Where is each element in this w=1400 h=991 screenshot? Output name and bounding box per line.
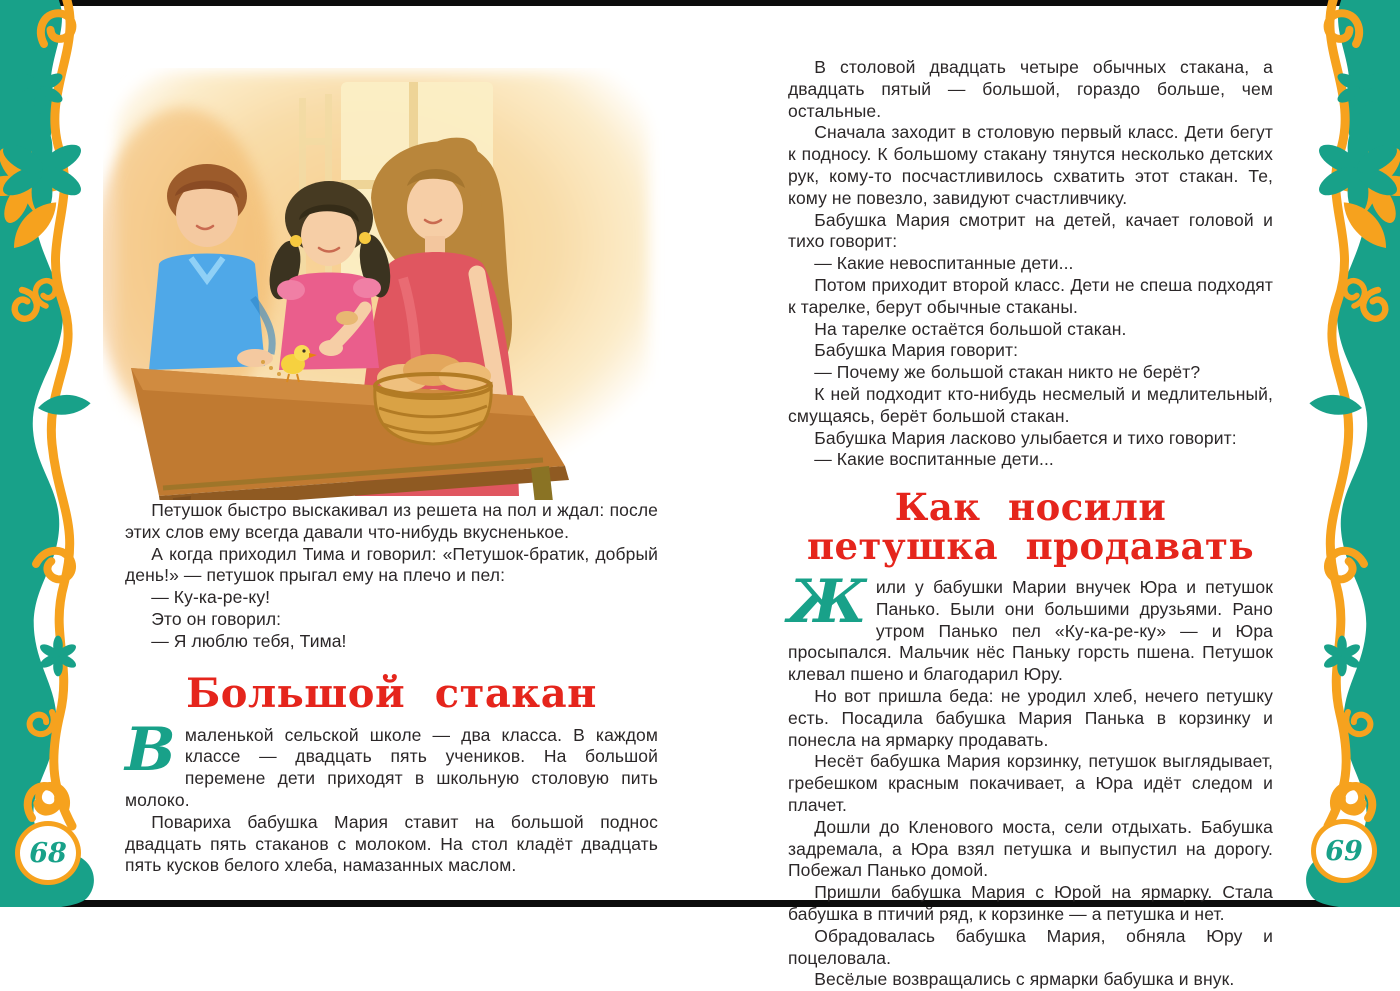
paragraph: Петушок быстро выскакивал из решета на пол и ждал: после этих слов ему всегда давали что-нибудь вкусненькое.: [125, 500, 658, 542]
story-text-block: [788, 686, 1273, 991]
story-text-block: [788, 57, 1273, 471]
paragraph: К ней подходит кто-нибудь несмелый и медлительный, смущаясь, берёт большой стакан.: [788, 383, 1273, 426]
story-title: [788, 485, 1273, 568]
paragraph: — Ку-ка-ре-ку!: [151, 587, 271, 608]
paragraph: Повариха бабушка Мария ставит на большой поднос двадцать пять стаканов с молоком. На стол кладёт двадцать пять кусков белого хлеба, намазанных маслом.: [125, 811, 658, 876]
left-decorative-border: [0, 0, 100, 907]
page-number-right: 69: [1325, 835, 1363, 867]
paragraph: Бабушка Мария ласково улыбается и тихо говорит:: [814, 427, 1237, 448]
paragraph: — Почему же большой стакан никто не берёт?: [814, 362, 1201, 383]
paragraph: — Какие невоспитанные дети...: [814, 253, 1074, 274]
page-number-badge-right: [1311, 819, 1377, 883]
story-illustration: [103, 68, 665, 500]
paragraph: Несёт бабушка Мария корзинку, петушок выглядывает, гребешком красным покачивает, а Юра идёт следом и плачет.: [788, 751, 1273, 816]
page-number-left: 68: [29, 837, 67, 869]
story-title: Большой стакан: [186, 669, 597, 717]
paragraph: Сначала заходит в столовую первый класс. Дети бегут к подносу. К большому стакану тянутся несколько детских рук, кому-то посчастливилось схватить этот стакан. Те, кому не повезло, завидуют счастливчику.: [788, 122, 1273, 208]
title-line: Как носили: [894, 485, 1167, 530]
story-opening-paragraph: [788, 567, 1273, 686]
paragraph: Бабушка Мария говорит:: [814, 340, 1019, 361]
paragraph: Дошли до Кленового моста, сели отдыхать. Бабушка задремала, а Юра взял петушка и выпустил на дорогу. Побежал Панько домой.: [788, 816, 1273, 881]
paragraph: А когда приходил Тима и говорил: «Петушок-братик, добрый день!» — петушок прыгал ему на плечо и пел:: [125, 543, 658, 586]
opening-text: маленькой сельской школе — два класса. В каждом классе — двадцать пять учеников. На большой перемене дети приходят в школьную столовую пить молоко.: [125, 724, 658, 810]
right-text-column: [788, 57, 1273, 991]
paragraph: — Какие воспитанные дети...: [814, 449, 1054, 470]
paragraph: Весёлые возвращались с ярмарки бабушка и внук.: [814, 969, 1235, 990]
page-number-badge-left: [15, 821, 81, 885]
left-text-column: [125, 500, 658, 877]
bread-basket: [375, 354, 491, 444]
paragraph: На тарелке остаётся большой стакан.: [814, 318, 1127, 339]
paragraph: — Я люблю тебя, Тима!: [151, 630, 347, 651]
story-text-block: [125, 812, 658, 877]
paragraph: Пришли бабушка Мария с Юрой на ярмарку. Стала бабушка в птичий ряд, к корзинке — а петушка и нет.: [788, 882, 1273, 925]
story-opening-paragraph: [125, 714, 658, 812]
paragraph: Бабушка Мария смотрит на детей, качает головой и тихо говорит:: [788, 209, 1273, 252]
paragraph: Это он говорил:: [151, 608, 282, 629]
opening-text: или у бабушки Марии внучек Юра и петушок Панько. Были они большими друзьями. Рано утром Панько пел «Ку-ка-ре-ку» — и Юра просыпался. Мальчик нёс Паньку горсть пшена. Петушок клевал пшено и благодарил Юру.: [788, 577, 1273, 685]
scan-edge-top: [0, 0, 1400, 6]
right-decorative-border: [1300, 0, 1400, 907]
drop-cap: Ж: [788, 567, 867, 638]
drop-cap: В: [125, 714, 176, 785]
paragraph: Обрадовалась бабушка Мария, обняла Юру и поцеловала.: [788, 925, 1273, 968]
story-text-block: [125, 500, 658, 653]
paragraph: Но вот пришла беда: не уродил хлеб, нечего петушку есть. Посадила бабушка Мария Панька в корзинку и понесла на ярмарку продавать.: [788, 686, 1273, 750]
title-line: петушка продавать: [806, 523, 1255, 568]
paragraph: Потом приходит второй класс. Дети не спеша подходят к тарелке, берут обычные стаканы.: [788, 274, 1273, 317]
paragraph: В столовой двадцать четыре обычных стакана, а двадцать пятый — большой, гораздо больше, чем остальные.: [788, 57, 1273, 121]
